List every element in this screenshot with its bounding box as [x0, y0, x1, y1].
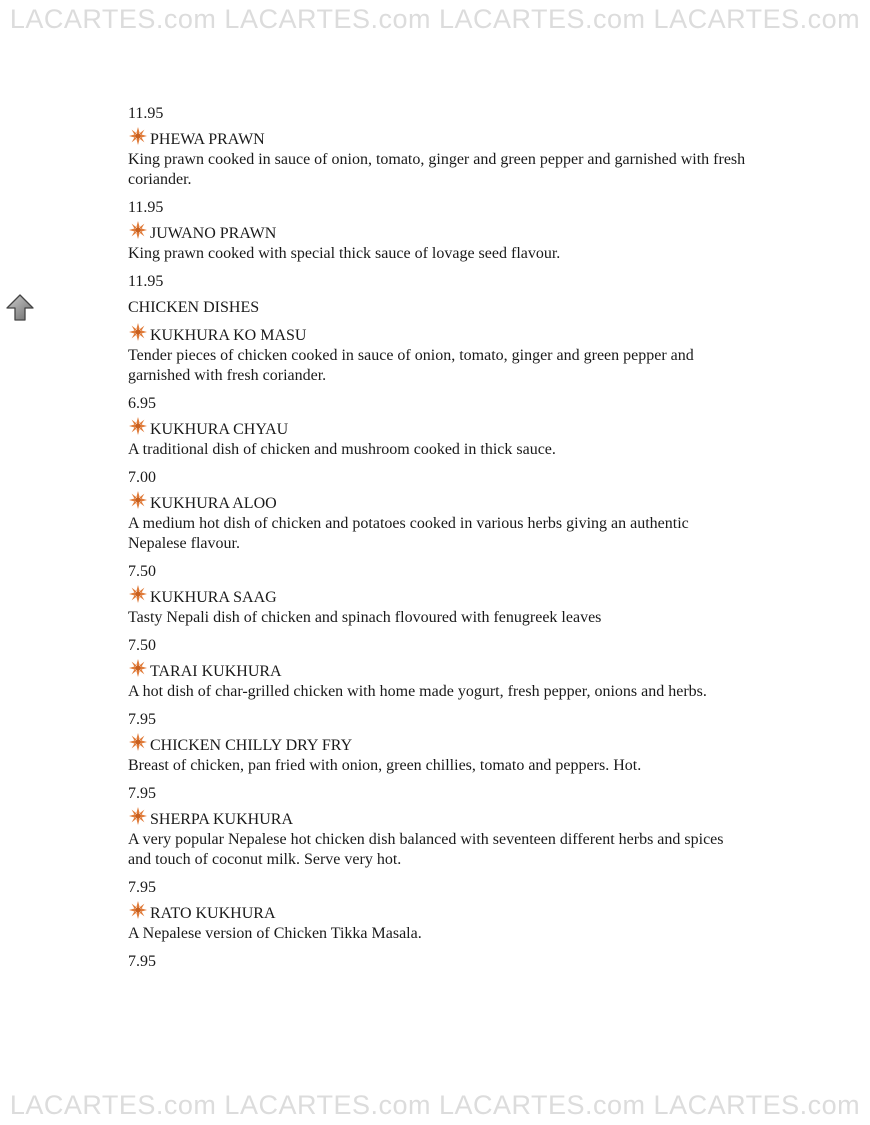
- flower-icon: [128, 416, 148, 436]
- item-name: KUKHURA CHYAU: [150, 421, 289, 438]
- watermark-top: LACARTES.com LACARTES.com LACARTES.com LACARTES.com: [9, 4, 861, 34]
- item-name: TARAI KUKHURA: [150, 663, 282, 680]
- item-price: 7.95: [128, 711, 156, 728]
- item-description: Tender pieces of chicken cooked in sauce of onion, tomato, ginger and green pepper and garnished with fresh coriander.: [128, 347, 694, 384]
- menu-item: [128, 902, 748, 972]
- item-price: 6.95: [128, 395, 156, 412]
- menu-item: [128, 128, 748, 218]
- menu-item: [128, 734, 748, 804]
- item-name: KUKHURA SAAG: [150, 589, 277, 606]
- item-name: PHEWA PRAWN: [150, 131, 265, 148]
- lead-price: 11.95: [128, 105, 164, 122]
- item-name: CHICKEN CHILLY DRY FRY: [150, 737, 353, 754]
- item-price: 7.50: [128, 637, 156, 654]
- menu-content: [128, 103, 748, 972]
- item-name: KUKHURA ALOO: [150, 495, 277, 512]
- flower-icon: [128, 806, 148, 826]
- flower-icon: [128, 900, 148, 920]
- menu-item: [128, 586, 748, 656]
- flower-icon: [128, 220, 148, 240]
- item-name: KUKHURA KO MASU: [150, 327, 307, 344]
- item-name: RATO KUKHURA: [150, 905, 276, 922]
- item-description: Breast of chicken, pan fried with onion, green chillies, tomato and peppers. Hot.: [128, 757, 642, 774]
- menu-items-prawn: [128, 128, 748, 292]
- flower-icon: [128, 322, 148, 342]
- item-price: 7.95: [128, 953, 156, 970]
- item-price: 7.95: [128, 879, 156, 896]
- menu-item: [128, 418, 748, 488]
- item-name: SHERPA KUKHURA: [150, 811, 293, 828]
- item-price: 7.00: [128, 469, 156, 486]
- item-description: King prawn cooked in sauce of onion, tomato, ginger and green pepper and garnished with fresh coriander.: [128, 151, 746, 188]
- menu-item: [128, 660, 748, 730]
- item-name: JUWANO PRAWN: [150, 225, 277, 242]
- item-price: 7.95: [128, 785, 156, 802]
- item-price: 7.50: [128, 563, 156, 580]
- item-description: Tasty Nepali dish of chicken and spinach flovoured with fenugreek leaves: [128, 609, 602, 626]
- menu-item: [128, 222, 748, 292]
- flower-icon: [128, 732, 148, 752]
- item-description: A Nepalese version of Chicken Tikka Masala.: [128, 925, 422, 942]
- flower-icon: [128, 126, 148, 146]
- menu-items-chicken: [128, 324, 748, 972]
- item-price: 11.95: [128, 199, 164, 216]
- up-arrow-icon: [4, 292, 36, 324]
- item-description: A very popular Nepalese hot chicken dish balanced with seventeen different herbs and spices and touch of coconut milk. Serve very hot.: [128, 831, 724, 868]
- flower-icon: [128, 490, 148, 510]
- menu-item: [128, 808, 748, 898]
- item-description: A hot dish of char-grilled chicken with home made yogurt, fresh pepper, onions and herbs.: [128, 683, 707, 700]
- menu-item: [128, 492, 748, 582]
- section-title: CHICKEN DISHES: [128, 299, 260, 316]
- flower-icon: [128, 584, 148, 604]
- watermark-bottom: LACARTES.com LACARTES.com LACARTES.com LACARTES.com: [9, 1090, 861, 1120]
- item-description: King prawn cooked with special thick sauce of lovage seed flavour.: [128, 245, 561, 262]
- back-to-top-button[interactable]: [4, 292, 36, 324]
- item-description: A medium hot dish of chicken and potatoes cooked in various herbs giving an authentic Nepalese flavour.: [128, 515, 689, 552]
- item-price: 11.95: [128, 273, 164, 290]
- menu-item: [128, 324, 748, 414]
- item-description: A traditional dish of chicken and mushroom cooked in thick sauce.: [128, 441, 556, 458]
- flower-icon: [128, 658, 148, 678]
